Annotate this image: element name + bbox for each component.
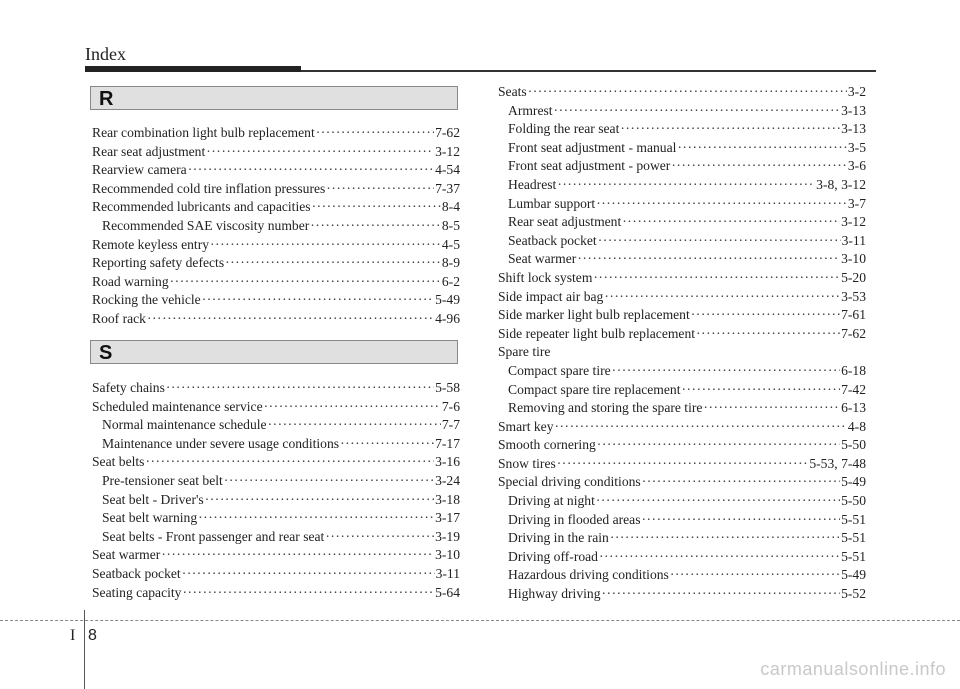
entry-page: 5-52 [841, 586, 866, 602]
entry-page: 3-13 [841, 102, 866, 118]
entry-name: Armrest [508, 102, 553, 118]
index-entry [498, 586, 866, 605]
entry-page: 6-2 [441, 273, 460, 289]
entry-page: 5-50 [841, 437, 866, 453]
entry-name: Front seat adjustment - manual [508, 139, 677, 155]
entry-page: 3-11 [841, 232, 866, 248]
entry-name: Recommended cold tire inflation pressures [92, 180, 326, 196]
entry-name: Road warning [92, 273, 169, 289]
entry-name: Seat warmer [92, 547, 161, 563]
leader-dots [340, 436, 434, 452]
leader-dots [166, 380, 434, 396]
entry-page: 3-18 [435, 491, 460, 507]
leader-dots [170, 274, 441, 290]
entry-name: Seat belts - Front passenger and rear seat [102, 528, 325, 544]
index-entry [92, 237, 460, 256]
entry-page: 5-49 [841, 474, 866, 490]
entry-page: 5-49 [841, 567, 866, 583]
entry-page: 3-16 [435, 454, 460, 470]
leader-dots [206, 144, 434, 160]
entry-page: 7-17 [435, 435, 460, 451]
entry-page: 7-61 [841, 307, 866, 323]
entry-page: 5-58 [435, 380, 460, 395]
index-entry [92, 162, 460, 181]
entry-name: Pre-tensioner seat belt [102, 472, 223, 488]
leader-dots [577, 251, 840, 267]
leader-dots [147, 311, 434, 327]
entry-page: 4-54 [435, 162, 460, 178]
entry-page: 7-6 [441, 398, 460, 414]
entry-name: Driving in flooded areas [508, 511, 641, 527]
index-entry [92, 181, 460, 200]
index-entry [498, 196, 866, 215]
entry-page: 5-64 [435, 584, 460, 600]
section-letter-s: S [99, 342, 113, 364]
entry-page: 6-18 [841, 362, 866, 378]
entry-page: 3-53 [841, 288, 866, 304]
leader-dots [528, 84, 847, 100]
entry-name: Side impact air bag [498, 288, 604, 304]
entry-name: Seating capacity [92, 584, 182, 600]
index-entry [498, 233, 866, 252]
index-entry [498, 493, 866, 512]
entry-page: 3-10 [841, 251, 866, 267]
entry-page: 3-19 [435, 528, 460, 544]
page-number: 8 [88, 627, 97, 644]
leader-dots [681, 382, 840, 398]
entry-page: 3-13 [841, 121, 866, 137]
header-rule-thin [301, 70, 876, 72]
entry-page: 3-11 [435, 565, 460, 581]
entry-name: Rearview camera [92, 162, 187, 178]
leader-dots [202, 292, 434, 308]
index-entry [92, 218, 460, 237]
index-entry [92, 199, 460, 218]
entry-page: 5-53, 7-48 [809, 455, 866, 471]
leader-dots [557, 456, 809, 472]
index-entry [92, 529, 460, 548]
entry-page: 3-12 [841, 214, 866, 230]
leader-dots [145, 454, 434, 470]
entry-name: Side marker light bulb replacement [498, 307, 690, 323]
entry-page: 6-13 [841, 400, 866, 416]
footer-section: I [70, 627, 76, 644]
entry-page: 7-7 [441, 417, 460, 433]
leader-dots [620, 121, 840, 137]
entry-name: Rear seat adjustment [508, 214, 622, 230]
index-entry [92, 380, 460, 399]
leader-dots [599, 549, 840, 565]
index-entry [498, 289, 866, 308]
leader-dots [597, 437, 840, 453]
entry-name: Seat warmer [508, 251, 577, 267]
entry-page: 4-96 [435, 310, 460, 326]
entry-name: Highway driving [508, 586, 601, 602]
entry-page: 4-5 [441, 236, 460, 252]
entry-page: 5-50 [841, 493, 866, 509]
watermark: carmanualsonline.info [760, 659, 946, 679]
leader-dots [557, 177, 815, 193]
leader-dots [598, 233, 841, 249]
leader-dots [642, 512, 841, 528]
leader-dots [642, 474, 840, 490]
leader-dots [182, 585, 434, 601]
entry-name: Spare tire [498, 344, 551, 360]
footer-divider [84, 610, 85, 689]
index-entry [498, 103, 866, 122]
leader-dots [188, 162, 434, 178]
entry-name: Front seat adjustment - power [508, 158, 671, 174]
entry-page: 3-6 [847, 158, 866, 174]
entry-name: Recommended lubricants and capacities [92, 199, 311, 215]
index-entry [498, 344, 866, 363]
s-entries [92, 380, 460, 603]
index-entry [498, 326, 866, 345]
entry-name: Driving at night [508, 493, 595, 509]
index-entry [498, 177, 866, 196]
entry-name: Seatback pocket [508, 232, 597, 248]
entry-name: Snow tires [498, 455, 556, 471]
index-entry [92, 125, 460, 144]
index-entry [92, 144, 460, 163]
leader-dots [224, 473, 434, 489]
index-entry [92, 510, 460, 529]
leader-dots [161, 547, 434, 563]
entry-page: 3-5 [847, 139, 866, 155]
entry-page: 3-8, 3-12 [816, 176, 866, 192]
entry-page: 5-20 [841, 269, 866, 285]
index-entry [92, 492, 460, 511]
entry-name: Reporting safety defects [92, 255, 225, 271]
leader-dots [670, 567, 840, 583]
entry-name: Folding the rear seat [508, 121, 620, 137]
leader-dots [696, 326, 840, 342]
index-entry [498, 530, 866, 549]
index-entry [92, 547, 460, 566]
leader-dots [316, 125, 434, 141]
entry-page: 7-42 [841, 381, 866, 397]
entry-name: Seat belts [92, 454, 145, 470]
leader-dots [210, 237, 441, 253]
index-entry [92, 585, 460, 604]
entry-name: Rear seat adjustment [92, 143, 206, 159]
entry-name: Driving off-road [508, 548, 598, 564]
entry-name: Maintenance under severe usage conditions [102, 435, 340, 451]
index-entry [498, 140, 866, 159]
footer-rule [0, 620, 960, 621]
leader-dots [264, 399, 441, 415]
entry-name: Roof rack [92, 310, 146, 326]
index-entry [92, 566, 460, 585]
entry-name: Hazardous driving conditions [508, 567, 669, 583]
leader-dots [182, 566, 435, 582]
leader-dots [610, 530, 840, 546]
index-entry [498, 549, 866, 568]
index-entry [498, 121, 866, 140]
leader-dots [310, 218, 441, 234]
entry-name: Compact spare tire [508, 362, 611, 378]
entry-name: Recommended SAE viscosity number [102, 217, 310, 233]
leader-dots [622, 214, 840, 230]
entry-page: 5-51 [841, 548, 866, 564]
entry-page: 3-10 [435, 547, 460, 563]
leader-dots [677, 140, 846, 156]
leader-dots [225, 255, 441, 271]
entry-name: Side repeater light bulb replacement [498, 325, 696, 341]
leader-dots [703, 400, 840, 416]
entry-page: 8-5 [441, 217, 460, 233]
entry-name: Seatback pocket [92, 565, 181, 581]
section-letter-r: R [99, 88, 114, 110]
index-entry [498, 382, 866, 401]
index-entry [92, 311, 460, 330]
leader-dots [604, 289, 840, 305]
entry-page: 3-17 [435, 510, 460, 526]
entry-page: 7-62 [435, 125, 460, 140]
index-entry [92, 417, 460, 436]
index-entry [498, 251, 866, 270]
entry-name: Seat belt - Driver's [102, 491, 204, 507]
entry-name: Remote keyless entry [92, 236, 210, 252]
r-entries [92, 125, 460, 330]
entry-page: 7-37 [435, 180, 460, 196]
index-entry [498, 158, 866, 177]
entry-name: Seats [498, 84, 527, 99]
entry-name: Smart key [498, 418, 554, 434]
index-entry [92, 255, 460, 274]
leader-dots [268, 417, 441, 433]
leader-dots [554, 103, 841, 119]
index-entry [498, 567, 866, 586]
entry-page: 4-8 [847, 418, 866, 434]
index-entry [92, 436, 460, 455]
leader-dots [198, 510, 434, 526]
entry-page: 3-12 [435, 143, 460, 159]
entry-name: Scheduled maintenance service [92, 398, 263, 414]
index-entry [498, 400, 866, 419]
index-entry [92, 292, 460, 311]
index-entry [498, 419, 866, 438]
leader-dots [326, 181, 434, 197]
leader-dots [325, 529, 434, 545]
entry-name: Normal maintenance schedule [102, 417, 267, 433]
leader-dots [593, 270, 840, 286]
index-entry [498, 437, 866, 456]
entry-page: 7-62 [841, 325, 866, 341]
entry-page: 5-51 [841, 511, 866, 527]
entry-name: Removing and storing the spare tire [508, 400, 703, 416]
leader-dots [205, 492, 434, 508]
leader-dots [596, 196, 847, 212]
index-entry [92, 274, 460, 293]
index-entry [498, 474, 866, 493]
entry-page: 8-4 [441, 199, 460, 215]
leader-dots [602, 586, 841, 602]
header-rule-thick [85, 66, 301, 72]
leader-dots [596, 493, 840, 509]
entry-page: 5-49 [435, 292, 460, 308]
entry-name: Safety chains [92, 380, 165, 395]
section-header-r [90, 86, 458, 110]
index-entry [498, 307, 866, 326]
index-entry [498, 84, 866, 103]
index-entry [92, 473, 460, 492]
entry-name: Driving in the rain [508, 530, 609, 546]
index-entry [498, 214, 866, 233]
entry-page: 8-9 [441, 255, 460, 271]
entry-page: 3-7 [847, 195, 866, 211]
entry-name: Special driving conditions [498, 474, 641, 490]
index-entry [92, 454, 460, 473]
index-entry [498, 512, 866, 531]
leader-dots [691, 307, 840, 323]
leader-dots [312, 199, 441, 215]
entry-name: Headrest [508, 176, 557, 192]
page-title: Index [85, 44, 126, 64]
entry-name: Rocking the vehicle [92, 292, 201, 308]
right-entries [498, 84, 866, 605]
entry-page: 3-24 [435, 472, 460, 488]
leader-dots [671, 158, 847, 174]
entry-name: Seat belt warning [102, 510, 198, 526]
leader-dots [612, 363, 840, 379]
entry-name: Smooth cornering [498, 437, 596, 453]
leader-dots [555, 419, 847, 435]
section-header-s [90, 340, 458, 364]
entry-page: 5-51 [841, 530, 866, 546]
entry-name: Rear combination light bulb replacement [92, 125, 315, 140]
index-entry [498, 270, 866, 289]
entry-page: 3-2 [847, 84, 866, 99]
entry-name: Compact spare tire replacement [508, 381, 681, 397]
index-entry [498, 363, 866, 382]
entry-name: Shift lock system [498, 269, 593, 285]
entry-name: Lumbar support [508, 195, 596, 211]
index-entry [498, 456, 866, 475]
index-entry [92, 399, 460, 418]
